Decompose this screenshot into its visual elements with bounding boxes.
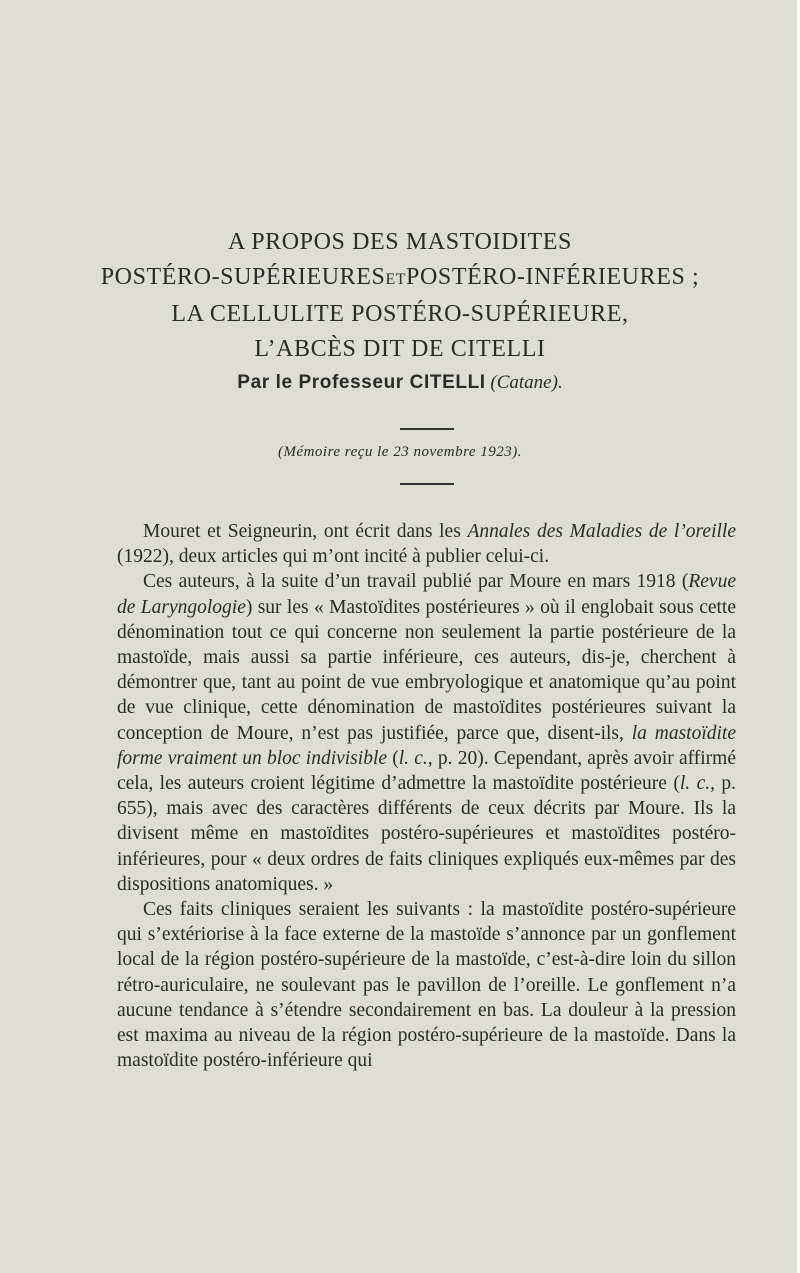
text-run: ( <box>387 747 399 769</box>
text-run: , p. 655), mais avec des caractères différents de ceux décrits par Moure. Ils la divisent même en mastoïdites postéro-supérieures et mastoïdites postéro-inférieures, pour « deux ordres de faits cliniques expliqués eux-mêmes par des dispositions anatomiques. » <box>117 773 737 895</box>
title-line-2 <box>0 260 800 297</box>
text-run: (1922), deux articles qui m’ont incité à publier celui-ci. <box>117 546 550 568</box>
title-et: ET <box>385 271 407 288</box>
article-body <box>117 519 736 1073</box>
title-line-3: LA CELLULITE POSTÉRO-SUPÉRIEURE, <box>171 301 629 327</box>
text-run: , p. 20). Cependant, après avoir affirmé cela, les auteurs croient légitime d’admettre la mastoïdite postérieure ( <box>117 747 736 795</box>
paragraph-3 <box>117 897 736 1073</box>
author-byline <box>0 372 800 394</box>
text-run: Ces auteurs, à la suite d’un travail publié par Moure en mars 1918 ( <box>143 571 689 593</box>
text-run: Ces faits cliniques seraient les suivants : la mastoïdite postéro-supérieure qui s’extériorise à la face externe de la mastoïde s’annonce par un gonflement local de la région postéro-supérieure de la mastoïde, c’est-à-dire loin du sillon rétro-auriculaire, ne soulevant pas le pavillon de l’oreille. Le gonflement n’a aucune tendance à s’étendre secondairement en bas. La douleur à la pression est maxima au niveau de la région postéro-supérieure de la mastoïde. Dans la mastoïdite postéro-inférieure qui <box>117 899 736 1072</box>
divider-top <box>400 428 454 430</box>
article-title <box>0 225 800 367</box>
received-date: (Mémoire reçu le 23 novembre 1923). <box>277 444 523 460</box>
divider-bottom <box>400 483 454 485</box>
text-run: Mouret et Seigneurin, ont écrit dans les <box>143 521 468 542</box>
text-run: ) sur les « Mastoïdites postérieures » où il englobait sous cette dénomination tout ce qui concerne non seulement la partie postérieure de la mastoïde, mais aussi sa partie inférieure, ces auteurs, dis-je, cherchent à démontrer que, tant au point de vue embryologique et anatomique qu’au point de vue clinique, cette dénomination de mastoïdites postérieures suivant la conception de Moure, n’est pas justifiée, parce que, disent-ils, <box>117 596 737 744</box>
title-line-4: L’ABCÈS DIT DE CITELLI <box>254 336 546 362</box>
author-name: Par le Professeur CITELLI <box>237 372 486 393</box>
author-location: (Catane). <box>490 372 563 393</box>
journal-title: Annales des Maladies de l’oreille <box>467 521 736 542</box>
quoted-phrase: la mastoïdite forme vraiment un bloc indivisible <box>117 722 737 769</box>
paragraph-1 <box>117 519 736 569</box>
title-line-2a: POSTÉRO-SUPÉRIEURES <box>100 264 386 290</box>
title-line-2b: POSTÉRO-INFÉRIEURES ; <box>406 264 700 290</box>
journal-title: Revue de Laryngologie <box>117 571 736 618</box>
citation-ref: l. c. <box>398 747 428 769</box>
citation-ref: l. c. <box>679 773 711 795</box>
title-line-1: A PROPOS DES MASTOIDITES <box>227 229 573 255</box>
paragraph-2 <box>117 569 736 897</box>
